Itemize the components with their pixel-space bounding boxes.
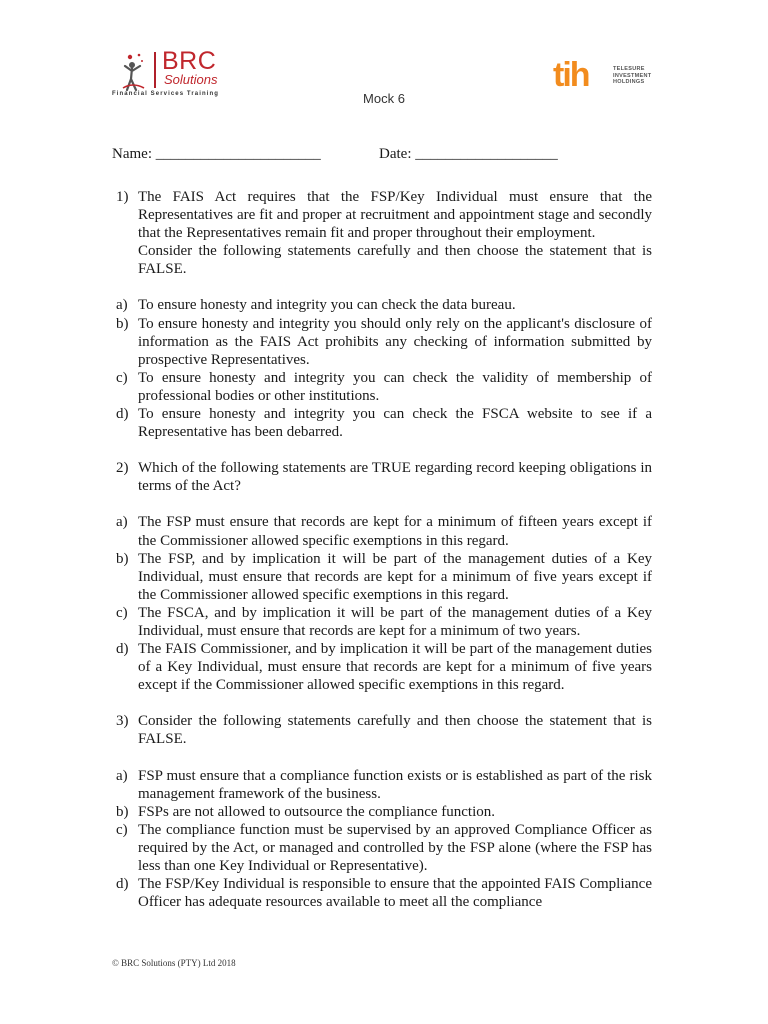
- option-text: The FSP/Key Individual is responsible to ensure that the appointed FAIS Compliance Officer has adequate resources available to meet all the compliance: [138, 876, 652, 911]
- option-letter: d): [116, 641, 129, 658]
- option-letter: c): [116, 821, 128, 838]
- question-number: 1): [116, 189, 129, 205]
- name-field: Name: ______________________: [112, 146, 321, 162]
- question-3: [116, 712, 652, 748]
- date-field: Date: ___________________: [379, 146, 558, 162]
- question-text: [138, 188, 652, 278]
- option-item: [116, 550, 652, 604]
- tih-text: TELESURE INVESTMENT HOLDINGS: [613, 66, 652, 85]
- option-item: [116, 821, 652, 875]
- options-list: [116, 513, 652, 694]
- question-paragraph: The FAIS Act requires that the FSP/Key Individual must ensure that the Representatives are fit and proper at recruitment and appointment stage and secondly that the Representatives remain fit and proper throughout their employment.: [138, 189, 652, 242]
- options-list: [116, 296, 652, 441]
- option-text: FSP must ensure that a compliance function exists or is established as part of the risk management framework of the business.: [138, 767, 652, 802]
- option-letter: b): [116, 315, 129, 332]
- brc-figure-icon: [120, 52, 146, 94]
- question-2: [116, 459, 652, 495]
- option-letter: b): [116, 803, 129, 820]
- option-text: To ensure honesty and integrity you can check the data bureau.: [138, 297, 516, 314]
- option-letter: c): [116, 369, 128, 386]
- option-text: To ensure honesty and integrity you can check the FSCA website to see if a Representative has been debarred.: [138, 406, 652, 441]
- option-item: [116, 875, 652, 911]
- option-item: [116, 315, 652, 369]
- question-paragraph: Consider the following statements carefully and then choose the statement that is FALSE.: [138, 713, 652, 748]
- option-item: [116, 604, 652, 640]
- brc-tagline: Financial Services Training: [112, 91, 220, 97]
- option-text: The FAIS Commissioner, and by implication it will be part of the management duties of a Key Individual, must ensure that records are kept for a minimum of five years except if the Commissioner allowed specific exemptions in this regard.: [138, 641, 652, 694]
- option-letter: a): [116, 767, 128, 784]
- brc-name: BRC: [162, 47, 217, 75]
- option-text: The FSCA, and by implication it will be part of the management duties of a Key Individual, must ensure that records are kept for a minimum of two years.: [138, 604, 652, 639]
- options-list: [116, 767, 652, 912]
- page-title: Mock 6: [363, 91, 405, 106]
- question-paragraph: Consider the following statements carefully and then choose the statement that is FALSE.: [138, 243, 652, 278]
- option-text: FSPs are not allowed to outsource the compliance function.: [138, 803, 496, 820]
- option-text: The FSP, and by implication it will be part of the management duties of a Key Individual, must ensure that records are kept for a minimum of five years except if the Commissioner allowed specific exemptions in this regard.: [138, 550, 652, 603]
- option-item: [116, 296, 652, 314]
- question-1: [116, 188, 652, 278]
- option-item: [116, 767, 652, 803]
- question-text: [138, 459, 652, 495]
- question-number: 3): [116, 713, 129, 730]
- option-item: [116, 405, 652, 441]
- footer-copyright: © BRC Solutions (PTY) Ltd 2018: [112, 958, 236, 968]
- option-text: To ensure honesty and integrity you can check the validity of membership of professional bodies or other institutions.: [138, 369, 652, 404]
- option-text: To ensure honesty and integrity you should only rely on the applicant's disclosure of information as the FAIS Act prohibits any checking of information submitted by prospective Representatives.: [138, 315, 652, 368]
- brc-divider: [154, 52, 156, 88]
- option-letter: d): [116, 406, 129, 423]
- option-item: [116, 803, 652, 821]
- tih-logo: [553, 58, 663, 92]
- option-letter: a): [116, 514, 128, 531]
- question-number: 2): [116, 460, 129, 477]
- question-text: [138, 712, 652, 748]
- option-item: [116, 640, 652, 694]
- option-item: [116, 369, 652, 405]
- option-item: [116, 513, 652, 549]
- brc-subtitle: Solutions: [164, 72, 218, 87]
- option-letter: c): [116, 604, 128, 621]
- question-paragraph: Which of the following statements are TRUE regarding record keeping obligations in terms of the Act?: [138, 460, 652, 495]
- questions-content: [116, 188, 652, 929]
- option-letter: b): [116, 550, 129, 567]
- option-letter: d): [116, 876, 129, 893]
- option-letter: a): [116, 297, 128, 314]
- option-text: The FSP must ensure that records are kept for a minimum of fifteen years except if the Commissioner allowed specific exemptions in this regard.: [138, 514, 652, 549]
- option-text: The compliance function must be supervised by an approved Compliance Officer as required by the Act, or managed and controlled by the FSP alone (where the FSP has less than one Key Individual or Representative).: [138, 821, 652, 874]
- tih-mark: tih: [553, 56, 589, 94]
